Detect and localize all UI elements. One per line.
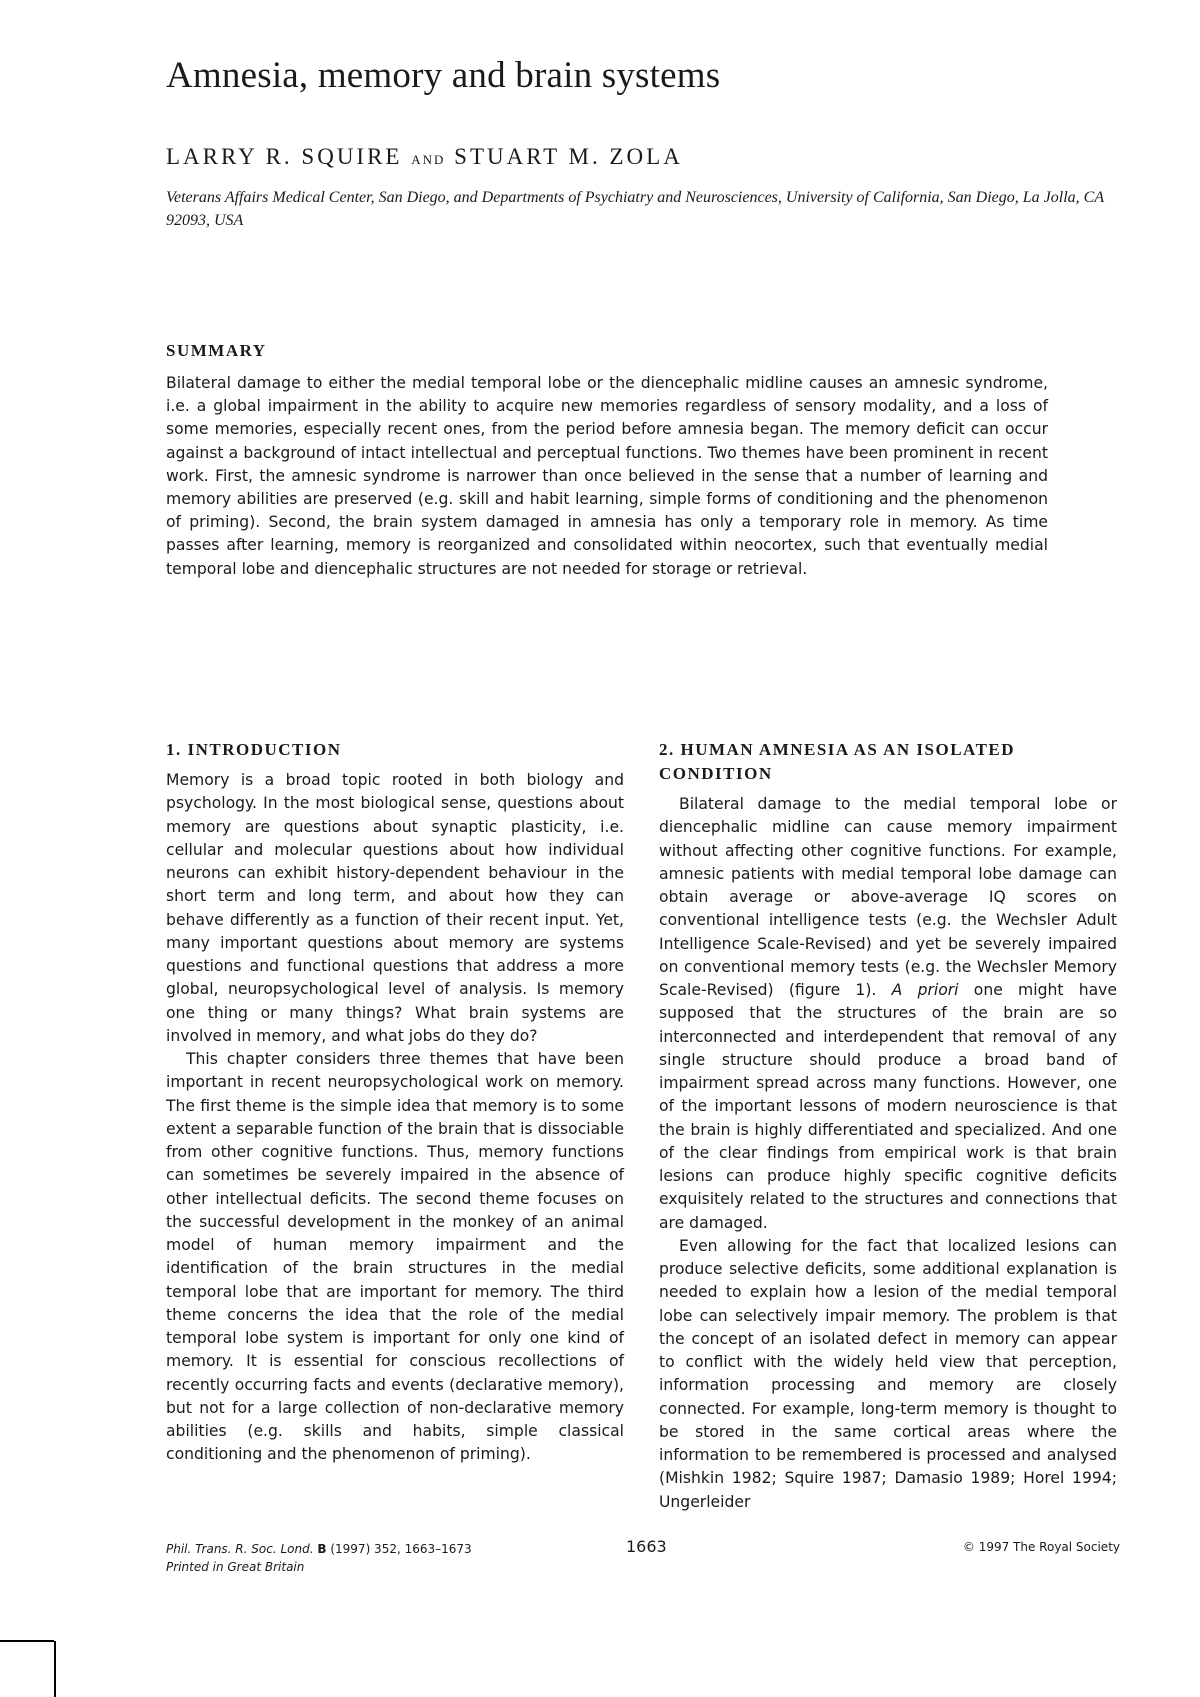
amnesia-p1-end: one might have supposed that the structures of the brain are so interconnected and interdependent that removal of any single structure should produce a broad band of impairment spread across many functions. However, one of the important lessons of modern neuroscience is that the brain is highly differentiated and specialized. And one of the clear findings from empirical work is that brain lesions can produce highly specific cognitive deficits exquisitely related to the structures and connections that are damaged. (659, 981, 1117, 1232)
crop-mark-icon (0, 1640, 60, 1697)
right-column (659, 738, 1117, 1514)
copyright-notice: © 1997 The Royal Society (962, 1540, 1120, 1554)
page-number: 1663 (626, 1537, 667, 1556)
intro-paragraph-1: Memory is a broad topic rooted in both biology and psychology. In the most biological sense, questions about memory are questions about synaptic plasticity, i.e. cellular and molecular questions about how individual neurons can exhibit history-dependent behaviour in the short term and long term, and about how they can behave differently as a function of their recent input. Yet, many important questions about memory are systems questions and functional questions that address a more global, neuropsychological level of analysis. Is memory one thing or many things? What brain systems are involved in memory, and what jobs do they do? (166, 771, 624, 1045)
summary-heading: SUMMARY (166, 341, 267, 360)
journal-citation: (1997) 352, 1663–1673 (330, 1542, 472, 1556)
section-heading-introduction: 1. INTRODUCTION (166, 740, 342, 759)
author-squire: LARRY R. SQUIRE (166, 144, 403, 169)
author-zola: STUART M. ZOLA (454, 144, 683, 169)
intro-paragraph-2: This chapter considers three themes that have been important in recent neuropsychological work on memory. The first theme is the simple idea that memory is to some extent a separable function of the brain that is dissociable from other cognitive functions. Thus, memory functions can sometimes be severely impaired in the absence of other intellectual deficits. The second theme focuses on the successful development in the monkey of an animal model of human memory impairment and the identification of the brain structures in the medial temporal lobe that are important for memory. The third theme concerns the idea that the role of the medial temporal lobe system is important for only one kind of memory. It is essential for conscious recollections of recently occurring facts and events (declarative memory), but not for a large collection of non-declarative memory abilities (e.g. skills and habits, simple classical conditioning and the phenomenon of priming). (166, 1050, 624, 1464)
journal-name: Phil. Trans. R. Soc. Lond. (166, 1542, 314, 1556)
section-heading-amnesia: 2. HUMAN AMNESIA AS AN ISOLATED CONDITION (659, 740, 1016, 783)
summary-text: Bilateral damage to either the medial temporal lobe or the diencephalic midline causes an amnesic syndrome, i.e. a global impairment in the ability to acquire new memories regardless of sensory modality, and a loss of some memories, especially recent ones, from the period before amnesia began. The memory deficit can occur against a background of intact intellectual and perceptual functions. Two themes have been prominent in recent work. First, the amnesic syndrome is narrower than once believed in the sense that a number of learning and memory abilities are preserved (e.g. skill and habit learning, simple forms of conditioning and the phenomenon of priming). Second, the brain system damaged in amnesia has only a temporary role in memory. As time passes after learning, memory is reorganized and consolidated within neocortex, such that eventually medial temporal lobe and diencephalic structures are not needed for storage or retrieval. (166, 374, 1048, 578)
printed-in: Printed in Great Britain (166, 1560, 305, 1574)
amnesia-p1-start: Bilateral damage to the medial temporal lobe or diencephalic midline can cause memory impairment without affecting other cognitive functions. For example, amnesic patients with medial temporal lobe damage can obtain average or above-average IQ scores on conventional intelligence tests (e.g. the Wechsler Adult Intelligence Scale-Revised) and yet be severely impaired on conventional memory tests (e.g. the Wechsler Memory Scale-Revised) (figure 1). (659, 795, 1117, 999)
left-column (166, 738, 624, 1467)
paper-title: Amnesia, memory and brain systems (166, 55, 721, 96)
footer-citation (166, 1540, 472, 1576)
author-line (166, 144, 683, 170)
affiliation: Veterans Affairs Medical Center, San Diego, and Departments of Psychiatry and Neurosciences, University of California, San Diego, La Jolla, CA 92093, USA (166, 189, 1104, 229)
journal-series: B (317, 1542, 327, 1556)
amnesia-paragraph-1 (659, 793, 1117, 1235)
author-conjunction: AND (411, 152, 446, 167)
a-priori-italic: A priori (891, 981, 959, 999)
amnesia-paragraph-2: Even allowing for the fact that localized lesions can produce selective deficits, some additional explanation is needed to explain how a lesion of the medial temporal lobe can selectively impair memory. The problem is that the concept of an isolated defect in memory can appear to conflict with the widely held view that perception, information processing and memory are closely connected. For example, long-term memory is thought to be stored in the same cortical areas where the information to be remembered is processed and analysed (Mishkin 1982; Squire 1987; Damasio 1989; Horel 1994; Ungerleider (659, 1236, 1117, 1511)
